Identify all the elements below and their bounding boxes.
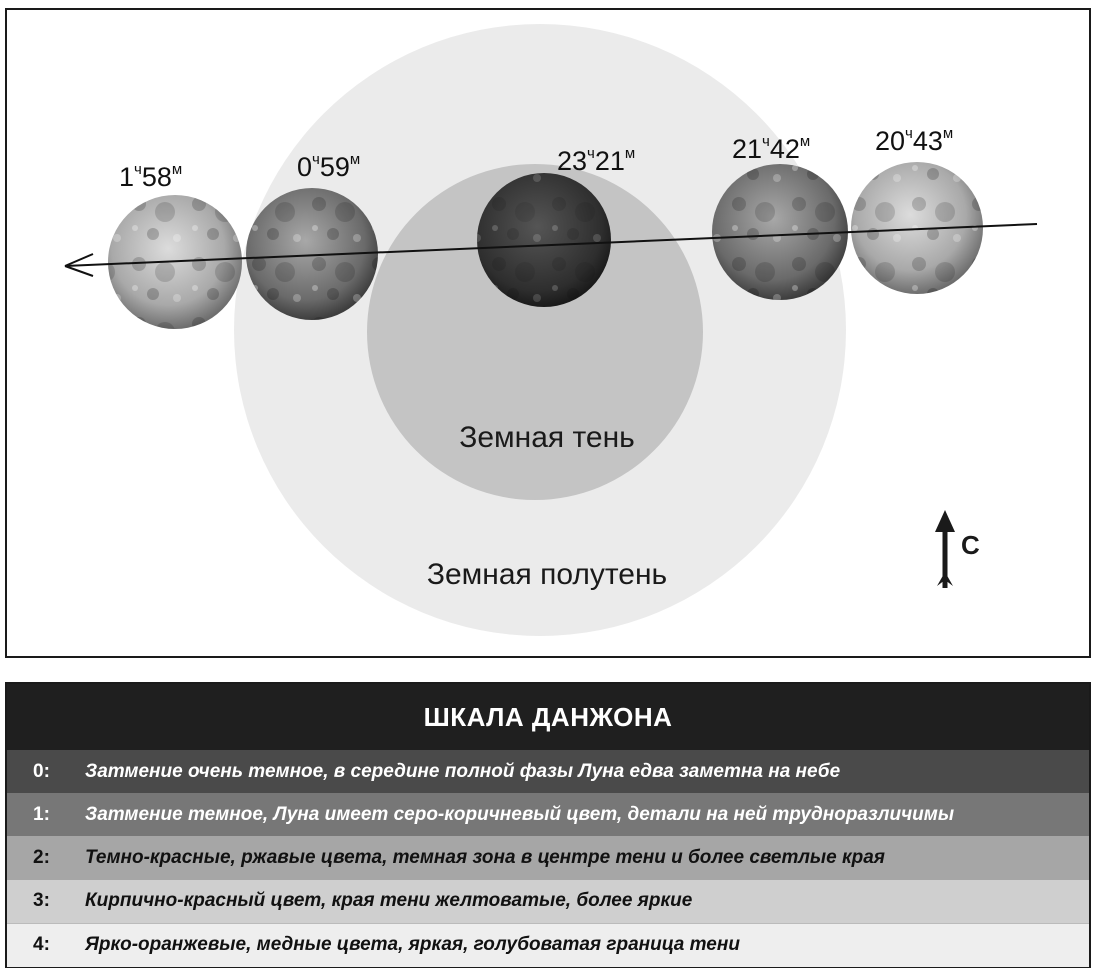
umbra-label: Земная тень [459,421,635,454]
penumbra-label: Земная полутень [426,558,668,591]
scale-description: Кирпично-красный цвет, края тени желтоватые, более яркие [85,890,693,912]
danjon-scale-title: ШКАЛА ДАНЖОНА [7,684,1089,750]
time-label-2: $0^ч59^м$ [297,151,361,182]
moon-3 [477,173,611,307]
time-label-3: $23^ч21^м$ [557,145,636,176]
scale-level: 1: [33,803,50,825]
danjon-scale-table [5,682,1091,968]
scale-row-2 [7,836,1089,879]
scale-description: Темно-красные, ржавые цвета, темная зона в центре тени и более светлые края [85,846,885,868]
north-label: С [961,530,980,560]
moon-4 [712,164,848,300]
scale-description: Затмение очень темное, в середине полной фазы Луна едва заметна на небе [85,760,841,782]
eclipse-diagram [5,8,1091,658]
scale-description: Ярко-оранжевые, медные цвета, яркая, голубоватая граница тени [85,934,740,956]
scale-row-1 [7,793,1089,836]
scale-level: 0: [33,760,50,782]
scale-level: 2: [33,846,50,868]
scale-row-4 [7,923,1089,967]
scale-row-0 [7,750,1089,793]
scale-level: 4: [33,934,50,956]
time-label-5: $20^ч43^м$ [875,125,954,156]
eclipse-svg [7,10,1089,656]
scale-row-3 [7,880,1089,923]
scale-level: 3: [33,890,50,912]
time-label-1: $1^ч58^м$ [119,161,183,192]
time-label-4: $21^ч42^м$ [732,133,811,164]
north-arrow-icon [935,510,955,588]
scale-description: Затмение темное, Луна имеет серо-коричневый цвет, детали на ней трудноразличимы [85,803,955,825]
